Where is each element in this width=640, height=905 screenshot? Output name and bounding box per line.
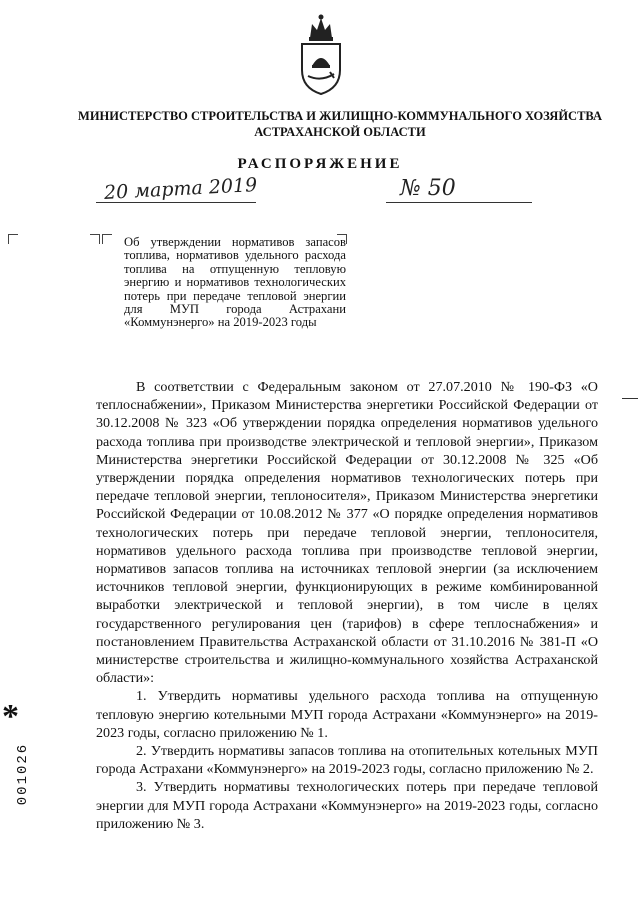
number-line: [386, 202, 532, 203]
ministry-line-2: АСТРАХАНСКОЙ ОБЛАСТИ: [254, 125, 426, 139]
ministry-name: [60, 108, 620, 140]
document-type: РАСПОРЯЖЕНИЕ: [237, 156, 403, 172]
number-handwritten: № 50: [400, 176, 456, 201]
preamble-paragraph: В соответствии с Федеральным законом от 27.07.2010 № 190-ФЗ «О теплоснабжении», Приказом Министерства энергетики Российской Федерации от 30.12.2008 № 323 «Об утверждении порядка определения нормативов удельного расхода топлива при производстве электрической и тепловой энергии», Приказом Министерства энергетики Российской Федерации от 30.12.2008 № 325 «Об утверждении порядка определения нормативов технологических потерь при передаче тепловой энергии, теплоносителя», Приказом Министерства энергетики Российской Федерации от 10.08.2012 № 377 «О порядке определения нормативов технологических потерь при передаче тепловой энергии, теплоносителя, нормативов удельного расхода топлива при производстве тепловой энергии, нормативов запасов топлива на источниках тепловой энергии (за исключением источников тепловой энергии, функционирующих в режиме комбинированной выработки электрической и тепловой энергии), в том числе в целях государственного регулирования цен (тарифов) в сфере теплоснабжения» и постановлением Правительства Астраханской области от 31.10.2016 № 381-П «О министерстве строительства и жилищно-коммунального хозяйства Астраханской области»:: [96, 379, 598, 687]
margin-tick: [622, 398, 638, 399]
item-1-paragraph: 1. Утвердить нормативы удельного расхода топлива на отпущенную тепловую энергию котельными МУП города Астрахани «Коммунэнерго» на 2019-2023 годы, согласно приложению № 1.: [96, 688, 598, 741]
margin-asterisk: *: [2, 698, 19, 735]
item-3-paragraph: 3. Утвердить нормативы технологических потерь при передаче тепловой энергии для МУП города Астрахани «Коммунэнерго» на 2019-2023 годы, согласно приложению № 3.: [96, 779, 598, 832]
corner-mark: [102, 234, 112, 244]
serial-number: 001026: [15, 742, 31, 806]
ministry-line-1: МИНИСТЕРСТВО СТРОИТЕЛЬСТВА И ЖИЛИЩНО-КОММУНАЛЬНОГО ХОЗЯЙСТВА: [78, 109, 602, 123]
item-2-paragraph: 2. Утвердить нормативы запасов топлива на отопительных котельных МУП города Астрахани «Коммунэнерго» на 2019-2023 годы, согласно приложению № 2.: [96, 743, 598, 778]
document-subject: Об утверждении нормативов запасов топлива, нормативов удельного расхода топлива на отпущенную тепловую энергию и нормативов технологических потерь при передаче тепловой энергии для МУП города Астрахани «Коммунэнерго» на 2019-2023 годы: [124, 235, 346, 330]
date-handwritten: 20 марта 2019: [103, 174, 258, 204]
corner-mark: [8, 234, 18, 244]
document-body: [96, 378, 598, 833]
corner-mark: [90, 234, 100, 244]
coat-of-arms-icon: [296, 12, 346, 96]
